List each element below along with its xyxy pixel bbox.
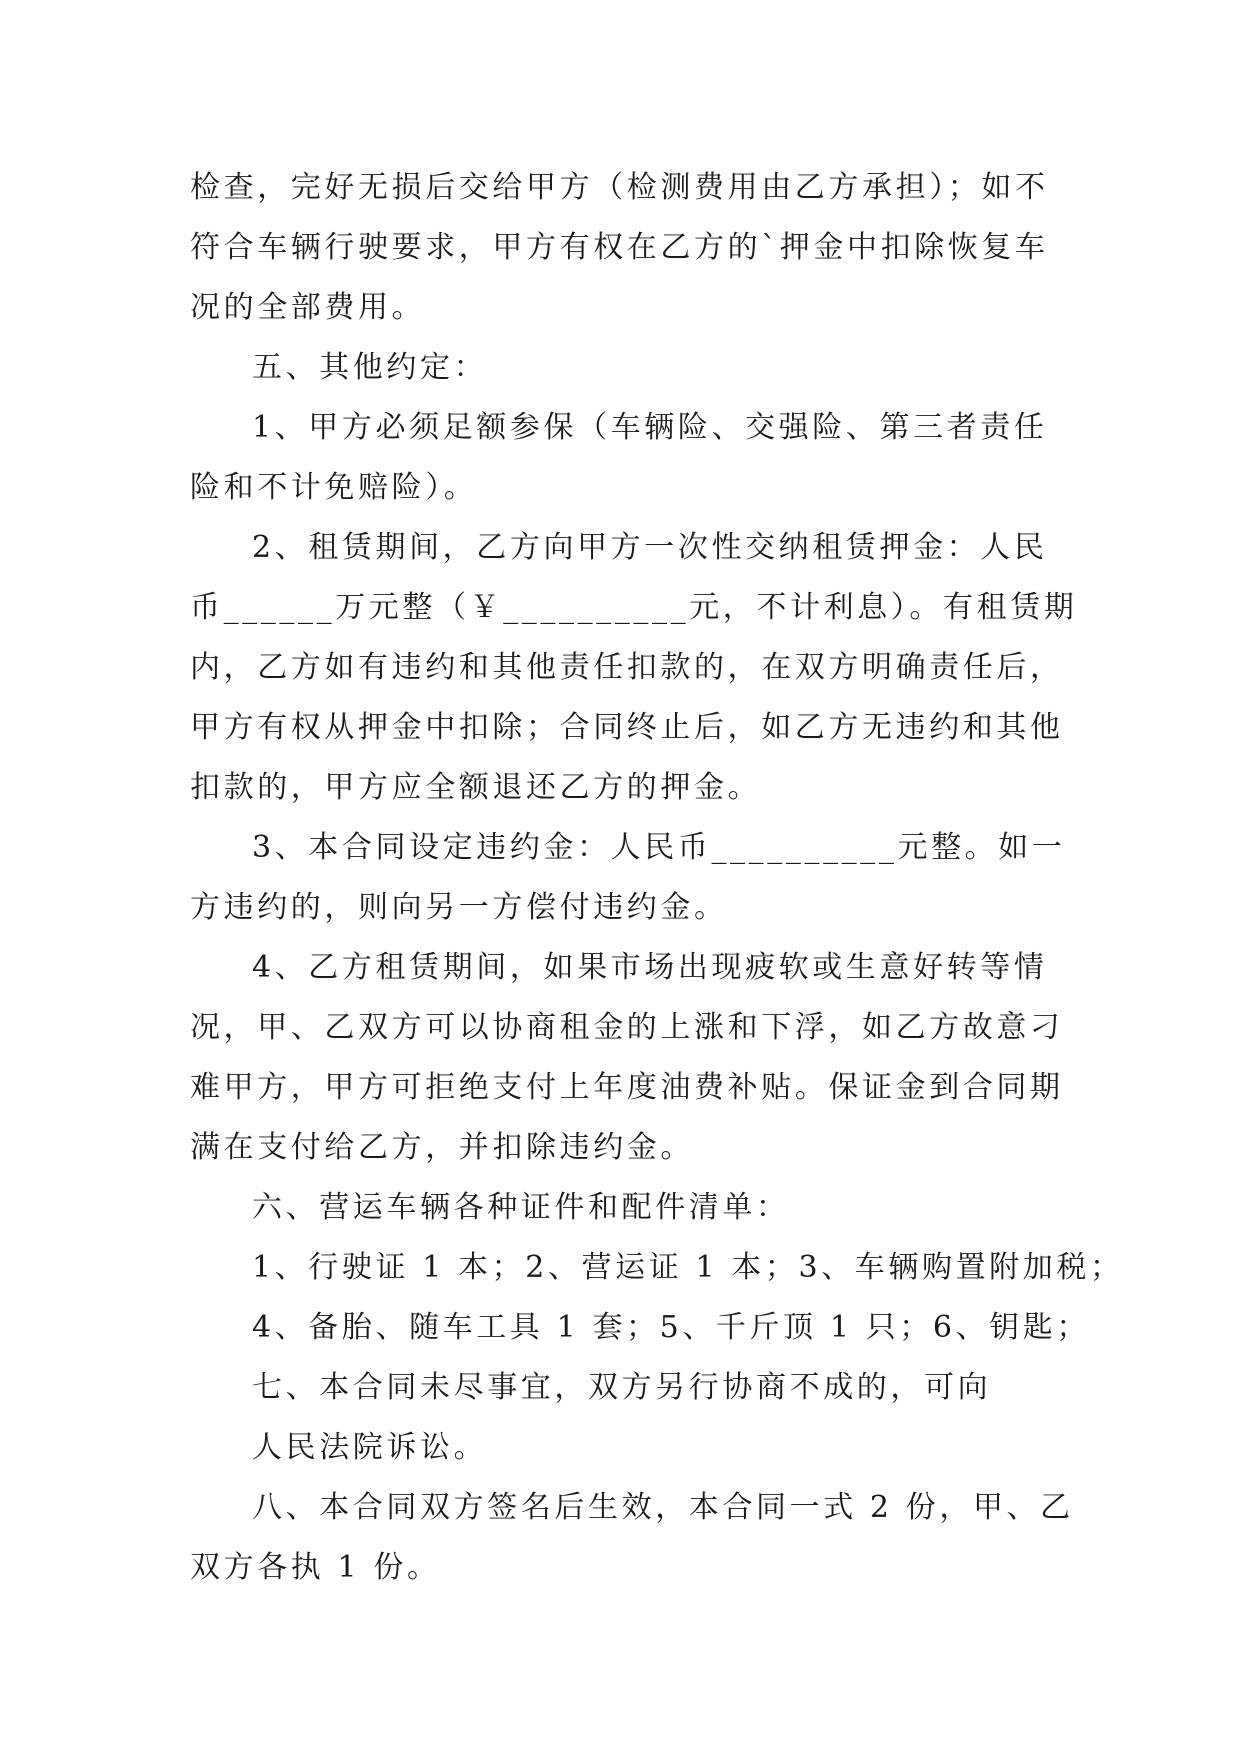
section-8-line-1: 八、本合同双方签名后生效，本合同一式 2 份，甲、乙 <box>252 1490 1074 1525</box>
clause-5-1-line-2: 险和不计免赔险）。 <box>190 470 478 505</box>
text-line-1: 检查，完好无损后交给甲方（检测费用由乙方承担）；如不 <box>190 170 1049 205</box>
clause-5-2-line-4: 甲方有权从押金中扣除；合同终止后，如乙方无违约和其他 <box>190 710 1064 745</box>
text-line-3: 况的全部费用。 <box>190 290 426 325</box>
section-8-line-2: 双方各执 1 份。 <box>190 1550 441 1585</box>
contract-body <box>190 158 1124 1598</box>
clause-5-4-line-1: 4、乙方租赁期间，如果市场出现疲软或生意好转等情 <box>252 950 1048 985</box>
clause-5-4-line-4: 满在支付给乙方，并扣除违约金。 <box>190 1130 694 1165</box>
text-line-2: 符合车辆行驶要求，甲方有权在乙方的`押金中扣除恢复车 <box>190 230 1049 265</box>
clause-5-2-line-3: 内，乙方如有违约和其他责任扣款的，在双方明确责任后， <box>190 650 1064 685</box>
clause-5-4-line-3: 难甲方，甲方可拒绝支付上年度油费补贴。保证金到合同期 <box>190 1070 1064 1105</box>
section-heading-6: 六、营运车辆各种证件和配件清单： <box>252 1190 790 1225</box>
clause-5-2-line-5: 扣款的，甲方应全额退还乙方的押金。 <box>190 770 762 805</box>
clause-5-1-line-1: 1、甲方必须足额参保（车辆险、交强险、第三者责任 <box>252 410 1048 445</box>
clause-5-2-line-2: 币______万元整（￥__________元，不计利息）。有租赁期 <box>190 590 1078 625</box>
documents-list-line-1: 1、行驶证 1 本；2、营运证 1 本；3、车辆购置附加税； <box>252 1250 1124 1285</box>
section-heading-5: 五、其他约定： <box>252 350 488 385</box>
clause-5-3-line-1: 3、本合同设定违约金：人民币__________元整。如一 <box>252 830 1066 865</box>
clause-5-4-line-2: 况，甲、乙双方可以协商租金的上涨和下浮，如乙方故意刁 <box>190 1010 1064 1045</box>
clause-5-2-line-1: 2、租赁期间，乙方向甲方一次性交纳租赁押金：人民 <box>252 530 1048 565</box>
section-7-line-1: 七、本合同未尽事宜，双方另行协商不成的，可向 <box>252 1370 992 1405</box>
section-7-line-2: 人民法院诉讼。 <box>252 1430 488 1465</box>
clause-5-3-line-2: 方违约的，则向另一方偿付违约金。 <box>190 890 728 925</box>
documents-list-line-2: 4、备胎、随车工具 1 套；5、千斤顶 1 只；6、钥匙； <box>252 1310 1090 1345</box>
